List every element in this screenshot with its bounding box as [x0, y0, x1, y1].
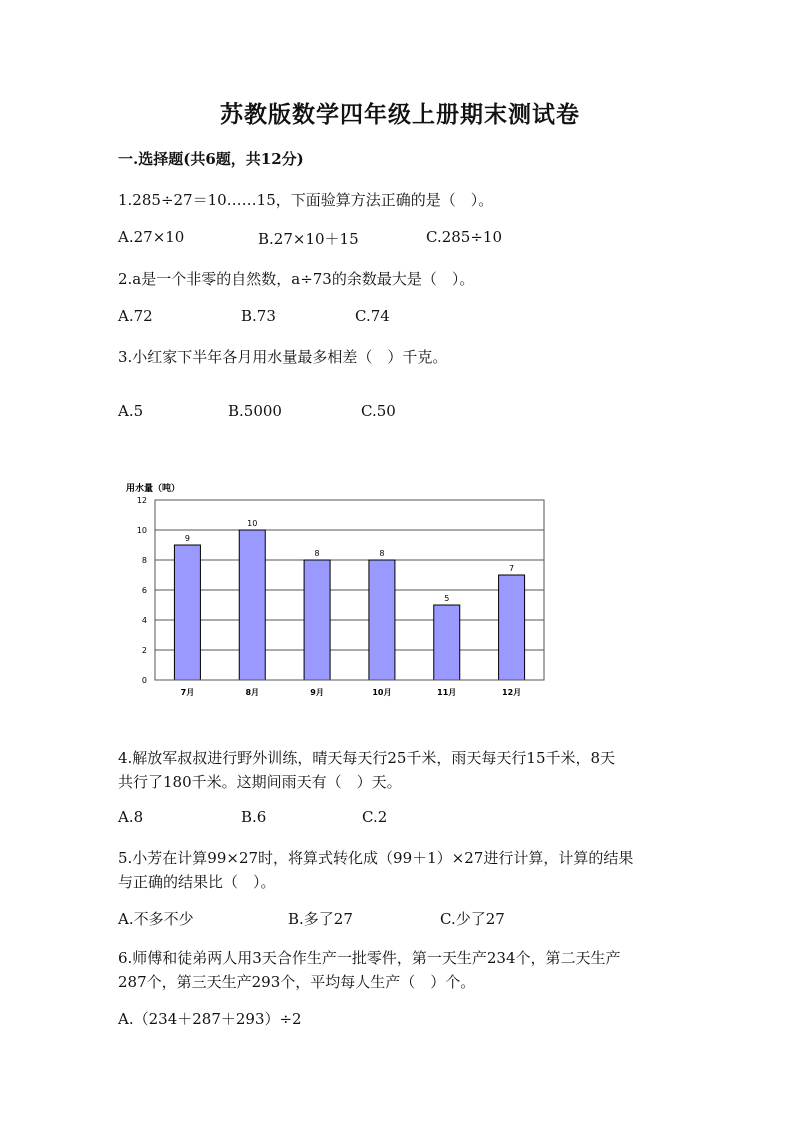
q5-option-b: B.多了27 — [288, 910, 353, 928]
q4-option-c: C.2 — [362, 808, 388, 826]
chart-data-label: 8 — [314, 549, 320, 558]
chart-x-tick-label: 11月 — [437, 688, 457, 697]
chart-y-tick-label: 2 — [141, 646, 147, 655]
q4-option-b: B.6 — [241, 808, 267, 826]
chart-y-tick-label: 4 — [141, 616, 147, 625]
question-4-line-1: 4.解放军叔叔进行野外训练，晴天每天行25千米，雨天每天行15千米，8天 — [118, 749, 616, 767]
q5-option-a: A.不多不少 — [118, 910, 194, 928]
chart-bar — [304, 560, 330, 680]
q3-option-b: B.5000 — [228, 402, 282, 420]
question-1: 1.285÷27＝10……15，下面验算方法正确的是（ ）。 — [118, 191, 494, 209]
page-title: 苏教版数学四年级上册期末测试卷 — [220, 101, 580, 128]
chart-bar — [499, 575, 525, 680]
chart-bar — [434, 605, 460, 680]
chart-y-tick-label: 8 — [141, 556, 147, 565]
chart-y-ticks — [137, 496, 147, 685]
chart-bars — [174, 519, 524, 680]
q2-option-b: B.73 — [241, 307, 276, 325]
chart-data-label: 5 — [444, 594, 450, 603]
chart-y-tick-label: 10 — [136, 526, 147, 535]
chart-bar — [369, 560, 395, 680]
question-5-line-1: 5.小芳在计算99×27时，将算式转化成（99＋1）×27进行计算，计算的结果 — [118, 849, 634, 867]
question-4-line-2: 共行了180千米。这期间雨天有（ ）天。 — [118, 773, 402, 791]
water-usage-bar-chart — [118, 480, 558, 710]
chart-data-label: 8 — [379, 549, 385, 558]
chart-data-label: 9 — [184, 534, 190, 543]
q5-option-c: C.少了27 — [440, 910, 505, 928]
chart-y-tick-label: 0 — [141, 676, 147, 685]
question-6-line-2: 287个，第三天生产293个，平均每人生产（ ）个。 — [118, 973, 476, 991]
chart-bar — [239, 530, 265, 680]
chart-gridlines — [155, 530, 544, 650]
section-heading: 一.选择题(共6题，共12分) — [118, 150, 304, 168]
q2-option-c: C.74 — [355, 307, 390, 325]
question-3: 3.小红家下半年各月用水量最多相差（ ）千克。 — [118, 348, 448, 366]
chart-x-ticks — [181, 688, 522, 697]
chart-x-tick-label: 9月 — [310, 688, 324, 697]
chart-x-tick-label: 10月 — [372, 688, 392, 697]
chart-data-label: 7 — [509, 564, 515, 573]
chart-x-tick-label: 8月 — [245, 688, 260, 697]
chart-y-tick-label: 12 — [136, 496, 147, 505]
q3-option-c: C.50 — [361, 402, 396, 420]
q1-option-c: C.285÷10 — [426, 228, 502, 246]
question-2: 2.a是一个非零的自然数，a÷73的余数最大是（ ）。 — [118, 270, 475, 288]
q2-option-a: A.72 — [118, 307, 153, 325]
chart-data-label: 10 — [247, 519, 258, 528]
question-5-line-2: 与正确的结果比（ ）。 — [118, 873, 276, 891]
question-6-line-1: 6.师傅和徒弟两人用3天合作生产一批零件，第一天生产234个，第二天生产 — [118, 949, 621, 967]
q1-option-b: B.27×10＋15 — [258, 230, 359, 248]
chart-ylabel: 用水量（吨） — [126, 484, 181, 494]
q4-option-a: A.8 — [118, 808, 144, 826]
q1-option-a: A.27×10 — [118, 228, 185, 246]
chart-x-tick-label: 12月 — [502, 688, 522, 697]
chart-x-tick-label: 7月 — [180, 688, 195, 697]
chart-bar — [174, 545, 200, 680]
q6-option-a: A.（234＋287＋293）÷2 — [118, 1010, 302, 1028]
q3-option-a: A.5 — [118, 402, 144, 420]
chart-y-tick-label: 6 — [141, 586, 147, 595]
